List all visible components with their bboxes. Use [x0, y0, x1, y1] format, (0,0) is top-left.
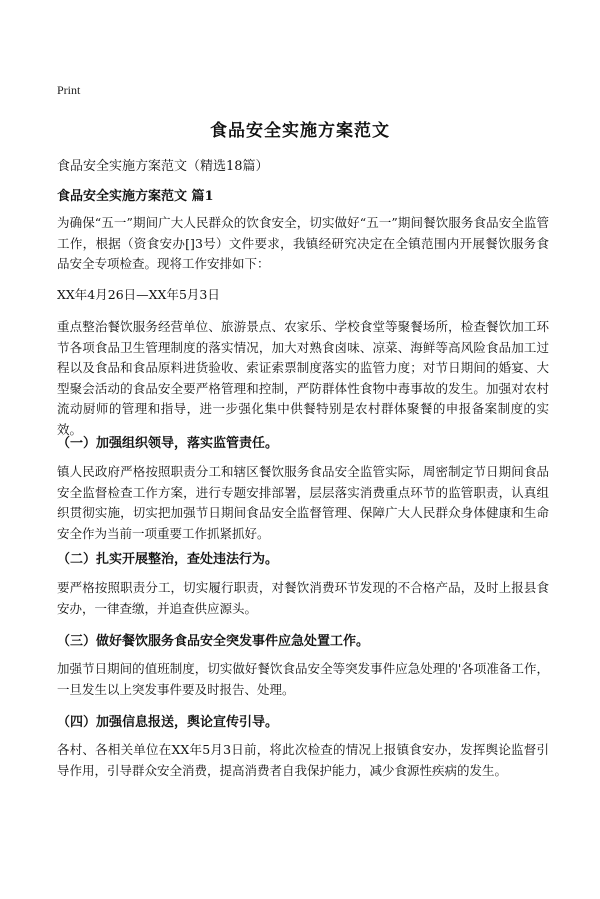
section-body: 加强节日期间的值班制度，切实做好餐饮食品安全等突发事件应急处理的'各项准备工作，一旦发生以上突发事件要及时报告、处理。 [57, 661, 549, 697]
date-range: XX年4月26日—XX年5月3日 [57, 287, 220, 302]
section-heading: （四）加强信息报送，舆论宣传引导。 [57, 715, 279, 730]
intro-paragraph: 为确保“五一”期间广大人民群众的饮食安全，切实做好“五一”期间餐饮服务食品安全监管工作，根据（资食安办[]3号）文件要求，我镇经研究决定在全镇范围内开展餐饮服务食品安全专项检查。现将工作安排如下： [57, 215, 549, 271]
article-heading: 食品安全实施方案范文 篇1 [57, 189, 214, 204]
section-heading: （一）加强组织领导，落实监管责任。 [57, 436, 279, 451]
section-body: 要严格按照职责分工，切实履行职责，对餐饮消费环节发现的不合格产品，及时上报县食安办，一律查缴，并追查供应源头。 [57, 580, 549, 616]
section-body: 各村、各相关单位在XX年5月3日前，将此次检查的情况上报镇食安办，发挥舆论监督引导作用，引导群众安全消费，提高消费者自我保护能力，减少食源性疾病的发生。 [57, 742, 549, 778]
print-link[interactable]: Print [57, 83, 81, 97]
section-body: 镇人民政府严格按照职责分工和辖区餐饮服务食品安全监管实际，周密制定节日期间食品安全监督检查工作方案，进行专题安排部署，层层落实消费重点环节的监管职责，认真组织贯彻实施，切实把加强节日期间食品安全监督管理、保障广大人民群众身体健康和生命安全作为当前一项重要工作抓紧抓好。 [57, 464, 549, 541]
document-subtitle: 食品安全实施方案范文（精选18篇） [57, 159, 269, 174]
document-title: 食品安全实施方案范文 [210, 121, 390, 141]
focus-paragraph: 重点整治餐饮服务经营单位、旅游景点、农家乐、学校食堂等聚餐场所，检查餐饮加工环节各项食品卫生管理制度的落实情况，加大对熟食卤味、凉菜、海鲜等高风险食品加工过程以及食品和食品原料进货验收、索证索票制度落实的监管力度；对节日期间的婚宴、大型聚会活动的食品安全要严格管理和控制，严防群体性食物中毒事故的发生。加强对农村流动厨师的管理和指导，进一步强化集中供餐特别是农村群体聚餐的申报备案制度的实效。 [57, 319, 549, 437]
section-heading: （三）做好餐饮服务食品安全突发事件应急处置工作。 [57, 634, 370, 649]
section-heading: （二）扎实开展整治，查处违法行为。 [57, 552, 279, 567]
